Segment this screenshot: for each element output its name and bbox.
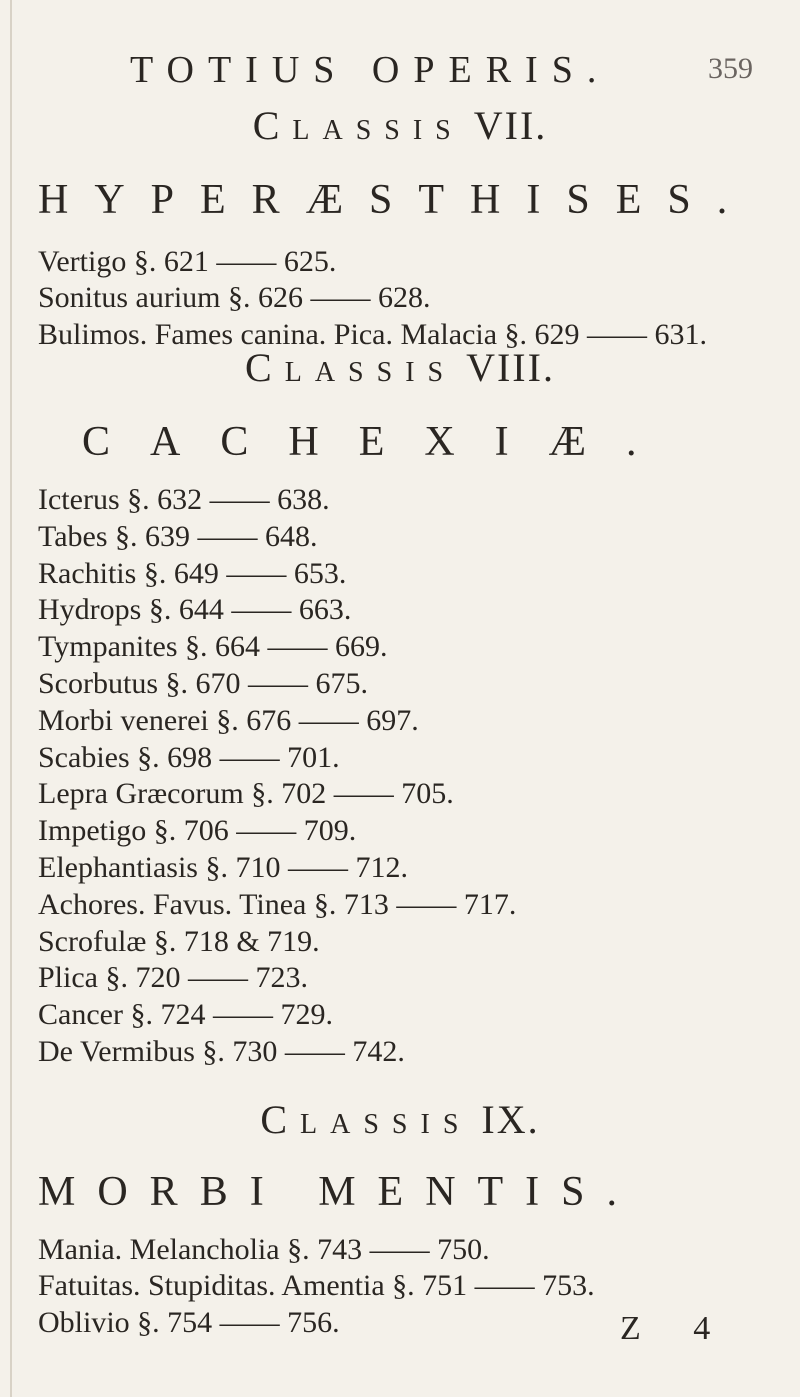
section-title-morbi-mentis: MORBI MENTIS. (38, 1169, 640, 1215)
classis-number: VII. (473, 103, 548, 148)
entry-scorbutus: Scorbutus §. 670 —— 675. (38, 666, 368, 700)
entry-elephantiasis: Elephantiasis §. 710 —— 712. (38, 850, 408, 884)
section-title-cachexiae: CACHEXIÆ. (82, 419, 677, 465)
classis-word: Classis (252, 103, 464, 148)
entry-bulimos: Bulimos. Fames canina. Pica. Malacia §. 629 —— 631. (38, 317, 708, 351)
classis-word: Classis (245, 345, 457, 390)
entry-cancer: Cancer §. 724 —— 729. (38, 998, 333, 1032)
entry-sonitus: Sonitus aurium §. 626 —— 628. (38, 281, 431, 315)
classis-word: Classis (260, 1097, 472, 1142)
entry-list-viii (38, 482, 516, 1071)
classis-heading-viii (0, 344, 800, 391)
entry-vertigo: Vertigo §. 621 —— 625. (38, 245, 337, 278)
entry-tabes: Tabes §. 639 —— 648. (38, 519, 318, 553)
entry-hydrops: Hydrops §. 644 —— 663. (38, 593, 352, 627)
entry-rachitis: Rachitis §. 649 —— 653. (38, 556, 347, 590)
entry-scabies: Scabies §. 698 —— 701. (38, 740, 340, 774)
entry-de-vermibus: De Vermibus §. 730 —— 742. (38, 1034, 405, 1068)
entry-icterus: Icterus §. 632 —— 638. (38, 483, 330, 516)
entry-scrofulae: Scrofulæ §. 718 & 719. (38, 924, 320, 958)
entry-lepra: Lepra Græcorum §. 702 —— 705. (38, 777, 454, 811)
running-head: TOTIUS OPERIS. (130, 49, 611, 91)
page-number: 359 (708, 52, 753, 85)
entry-morbi-venerei: Morbi venerei §. 676 —— 697. (38, 703, 419, 737)
entry-mania: Mania. Melancholia §. 743 —— 750. (38, 1233, 490, 1266)
signature-mark: Z 4 (620, 1310, 733, 1347)
classis-heading-vii (0, 102, 800, 149)
classis-number: VIII. (466, 345, 555, 390)
entry-fatuitas: Fatuitas. Stupiditas. Amentia §. 751 —— 753. (38, 1269, 595, 1303)
entry-plica: Plica §. 720 —— 723. (38, 961, 308, 995)
entry-tympanites: Tympanites §. 664 —— 669. (38, 630, 388, 664)
classis-number: IX. (481, 1097, 540, 1142)
entry-list-vii (38, 244, 707, 353)
entry-oblivio: Oblivio §. 754 —— 756. (38, 1305, 340, 1339)
entry-achores: Achores. Favus. Tinea §. 713 —— 717. (38, 887, 517, 921)
entry-impetigo: Impetigo §. 706 —— 709. (38, 814, 357, 848)
classis-heading-ix (0, 1096, 800, 1143)
section-title-hyperaesthises: HYPERÆSTHISES. (38, 177, 754, 223)
entry-list-ix (38, 1232, 595, 1341)
